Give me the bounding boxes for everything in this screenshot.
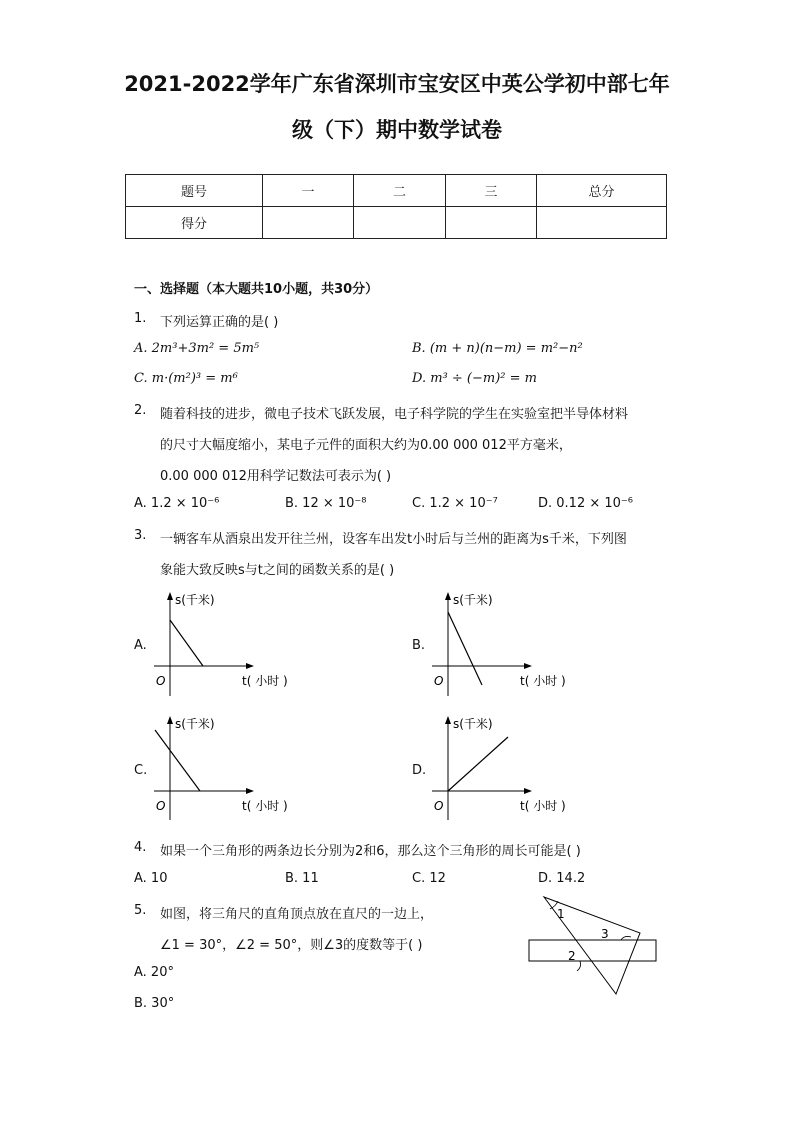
score-cell <box>263 207 354 239</box>
q2-option-a: A. 1.2 × 10⁻⁶ <box>134 496 220 511</box>
x-axis-label: t( 小时 ) <box>242 799 288 813</box>
page-title-line1: 2021-2022学年广东省深圳市宝安区中英公学初中部七年 <box>124 72 670 96</box>
q3-graph-a <box>148 588 308 700</box>
q2-option-b: B. 12 × 10⁻⁸ <box>285 496 367 511</box>
page-title-line2: 级（下）期中数学试卷 <box>292 118 502 142</box>
q3-graph-d <box>426 712 586 824</box>
q1-stem: 下列运算正确的是( ) <box>160 315 279 330</box>
q3-graph-b <box>426 588 586 700</box>
angle-label-2: 2 <box>568 949 576 963</box>
y-axis-arrow <box>167 592 173 600</box>
q4-option-d: D. 14.2 <box>538 871 586 886</box>
q5-line2: ∠1 = 30°，∠2 = 50°，则∠3的度数等于( ) <box>160 938 423 953</box>
score-cell <box>446 207 537 239</box>
q2-line2: 的尺寸大幅度缩小，某电子元件的面积大约为0.00 000 012平方毫米， <box>160 438 572 453</box>
origin-label: O <box>156 799 166 813</box>
q4-option-a: A. 10 <box>134 871 168 886</box>
y-axis-arrow <box>167 716 173 724</box>
q3-line1: 一辆客车从酒泉出发开往兰州，设客车出发t小时后与兰州的距离为s千米，下列图 <box>160 532 627 547</box>
q1-option-c: C. m·(m²)³ = m⁶ <box>134 371 238 386</box>
q1-number: 1. <box>134 311 147 326</box>
q2-number: 2. <box>134 403 147 418</box>
graph-line <box>170 620 203 666</box>
origin-label: O <box>434 799 444 813</box>
q5-line1: 如图，将三角尺的直角顶点放在直尺的一边上， <box>160 907 434 922</box>
score-cell: 二 <box>354 175 446 207</box>
score-cell: 总分 <box>537 175 667 207</box>
graph-line <box>155 730 200 791</box>
x-axis-arrow <box>246 788 254 794</box>
q5-option-b: B. 30° <box>134 996 175 1011</box>
q1-option-b: B. (m + n)(n−m) = m²−n² <box>412 341 583 356</box>
y-axis-label: s(千米) <box>453 593 493 607</box>
q5-number: 5. <box>134 903 147 918</box>
q4-number: 4. <box>134 840 147 855</box>
x-axis-arrow <box>524 788 532 794</box>
y-axis-arrow <box>445 592 451 600</box>
ruler <box>529 940 656 961</box>
x-axis-arrow <box>246 663 254 669</box>
score-table-row <box>126 207 667 239</box>
y-axis-arrow <box>445 716 451 724</box>
x-axis-arrow <box>524 663 532 669</box>
y-axis-label: s(千米) <box>175 593 215 607</box>
q4-option-b: B. 11 <box>285 871 319 886</box>
q5-option-a: A. 20° <box>134 965 174 980</box>
score-cell <box>354 207 446 239</box>
origin-label: O <box>156 674 166 688</box>
score-cell: 得分 <box>126 207 263 239</box>
q3-graph-c <box>148 712 308 824</box>
x-axis-label: t( 小时 ) <box>242 674 288 688</box>
x-axis-label: t( 小时 ) <box>520 799 566 813</box>
q3-line2: 象能大致反映s与t之间的函数关系的是( ) <box>160 563 395 578</box>
q2-option-d: D. 0.12 × 10⁻⁶ <box>538 496 633 511</box>
q2-line3: 0.00 000 012用科学记数法可表示为( ) <box>160 469 392 484</box>
angle-label-3: 3 <box>601 927 609 941</box>
q3-option-b-letter: B. <box>412 638 426 653</box>
graph-line <box>448 612 482 685</box>
origin-label: O <box>434 674 444 688</box>
score-table <box>125 174 667 239</box>
y-axis-label: s(千米) <box>175 717 215 731</box>
q3-number: 3. <box>134 528 147 543</box>
q3-option-d-letter: D. <box>412 763 427 778</box>
q1-option-a: A. 2m³+3m² = 5m⁵ <box>134 341 260 356</box>
score-cell: 三 <box>446 175 537 207</box>
q5-figure <box>524 893 664 1001</box>
angle-label-1: 1 <box>557 907 565 921</box>
score-cell: 一 <box>263 175 354 207</box>
angle-3-arc <box>621 936 631 940</box>
q2-option-c: C. 1.2 × 10⁻⁷ <box>412 496 498 511</box>
score-cell: 题号 <box>126 175 263 207</box>
section-heading: 一、选择题（本大题共10小题，共30分） <box>134 282 379 297</box>
angle-2-arc <box>577 961 581 971</box>
q4-stem: 如果一个三角形的两条边长分别为2和6，那么这个三角形的周长可能是( ) <box>160 844 581 859</box>
y-axis-label: s(千米) <box>453 717 493 731</box>
graph-line <box>448 737 508 791</box>
score-cell <box>537 207 667 239</box>
x-axis-label: t( 小时 ) <box>520 674 566 688</box>
q1-option-d: D. m³ ÷ (−m)² = m <box>412 371 537 386</box>
q2-line1: 随着科技的进步，微电子技术飞跃发展，电子科学院的学生在实验室把半导体材料 <box>160 407 629 422</box>
q3-option-a-letter: A. <box>134 638 147 653</box>
q4-option-c: C. 12 <box>412 871 446 886</box>
q3-option-c-letter: C. <box>134 763 148 778</box>
score-table-header <box>126 175 667 207</box>
